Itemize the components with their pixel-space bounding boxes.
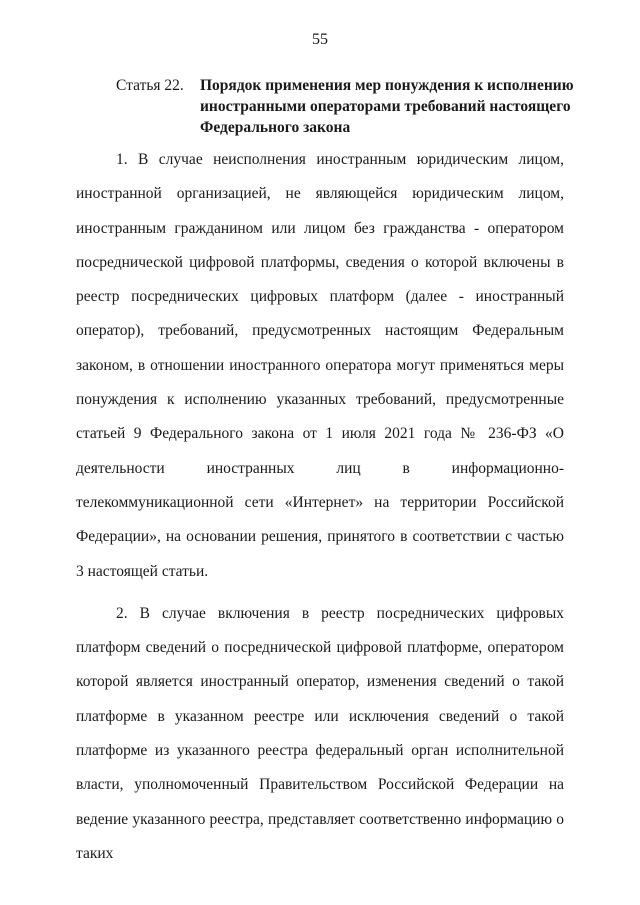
page-number: 55 xyxy=(312,31,328,48)
article-header xyxy=(116,75,576,138)
article-title: Порядок применения мер понуждения к исполнению иностранными операторами требований настоящего Федерального закона xyxy=(200,77,574,136)
article-label: Статья 22. xyxy=(116,77,184,94)
article-body xyxy=(76,143,564,871)
paragraph-1: 1. В случае неисполнения иностранным юридическим лицом, иностранной организацией, не являющейся юридическим лицом, иностранным гражданином или лицом без гражданства - оператором посреднической цифровой платформы, сведения о которой включены в реестр посреднических цифровых платформ (далее - иностранный оператор), требований, предусмотренных настоящим Федеральным законом, в отношении иностранного оператора могут применяться меры понуждения к исполнению указанных требований, предусмотренные статьей 9 Федерального закона от 1 июля 2021 года № 236-ФЗ «О деятельности иностранных лиц в информационно-телекоммуникационной сети «Интернет» на территории Российской Федерации», на основании решения, принятого в соответствии с частью 3 настоящей статьи. xyxy=(76,151,564,580)
paragraph-2: 2. В случае включения в реестр посреднических цифровых платформ сведений о посреднической цифровой платформе, оператором которой является иностранный оператор, изменения сведений о такой платформе в указанном реестре или исключения сведений о такой платформе из указанного реестра федеральный орган исполнительной власти, уполномоченный Правительством Российской Федерации на ведение указанного реестра, представляет соответственно информацию о таких xyxy=(76,604,564,862)
